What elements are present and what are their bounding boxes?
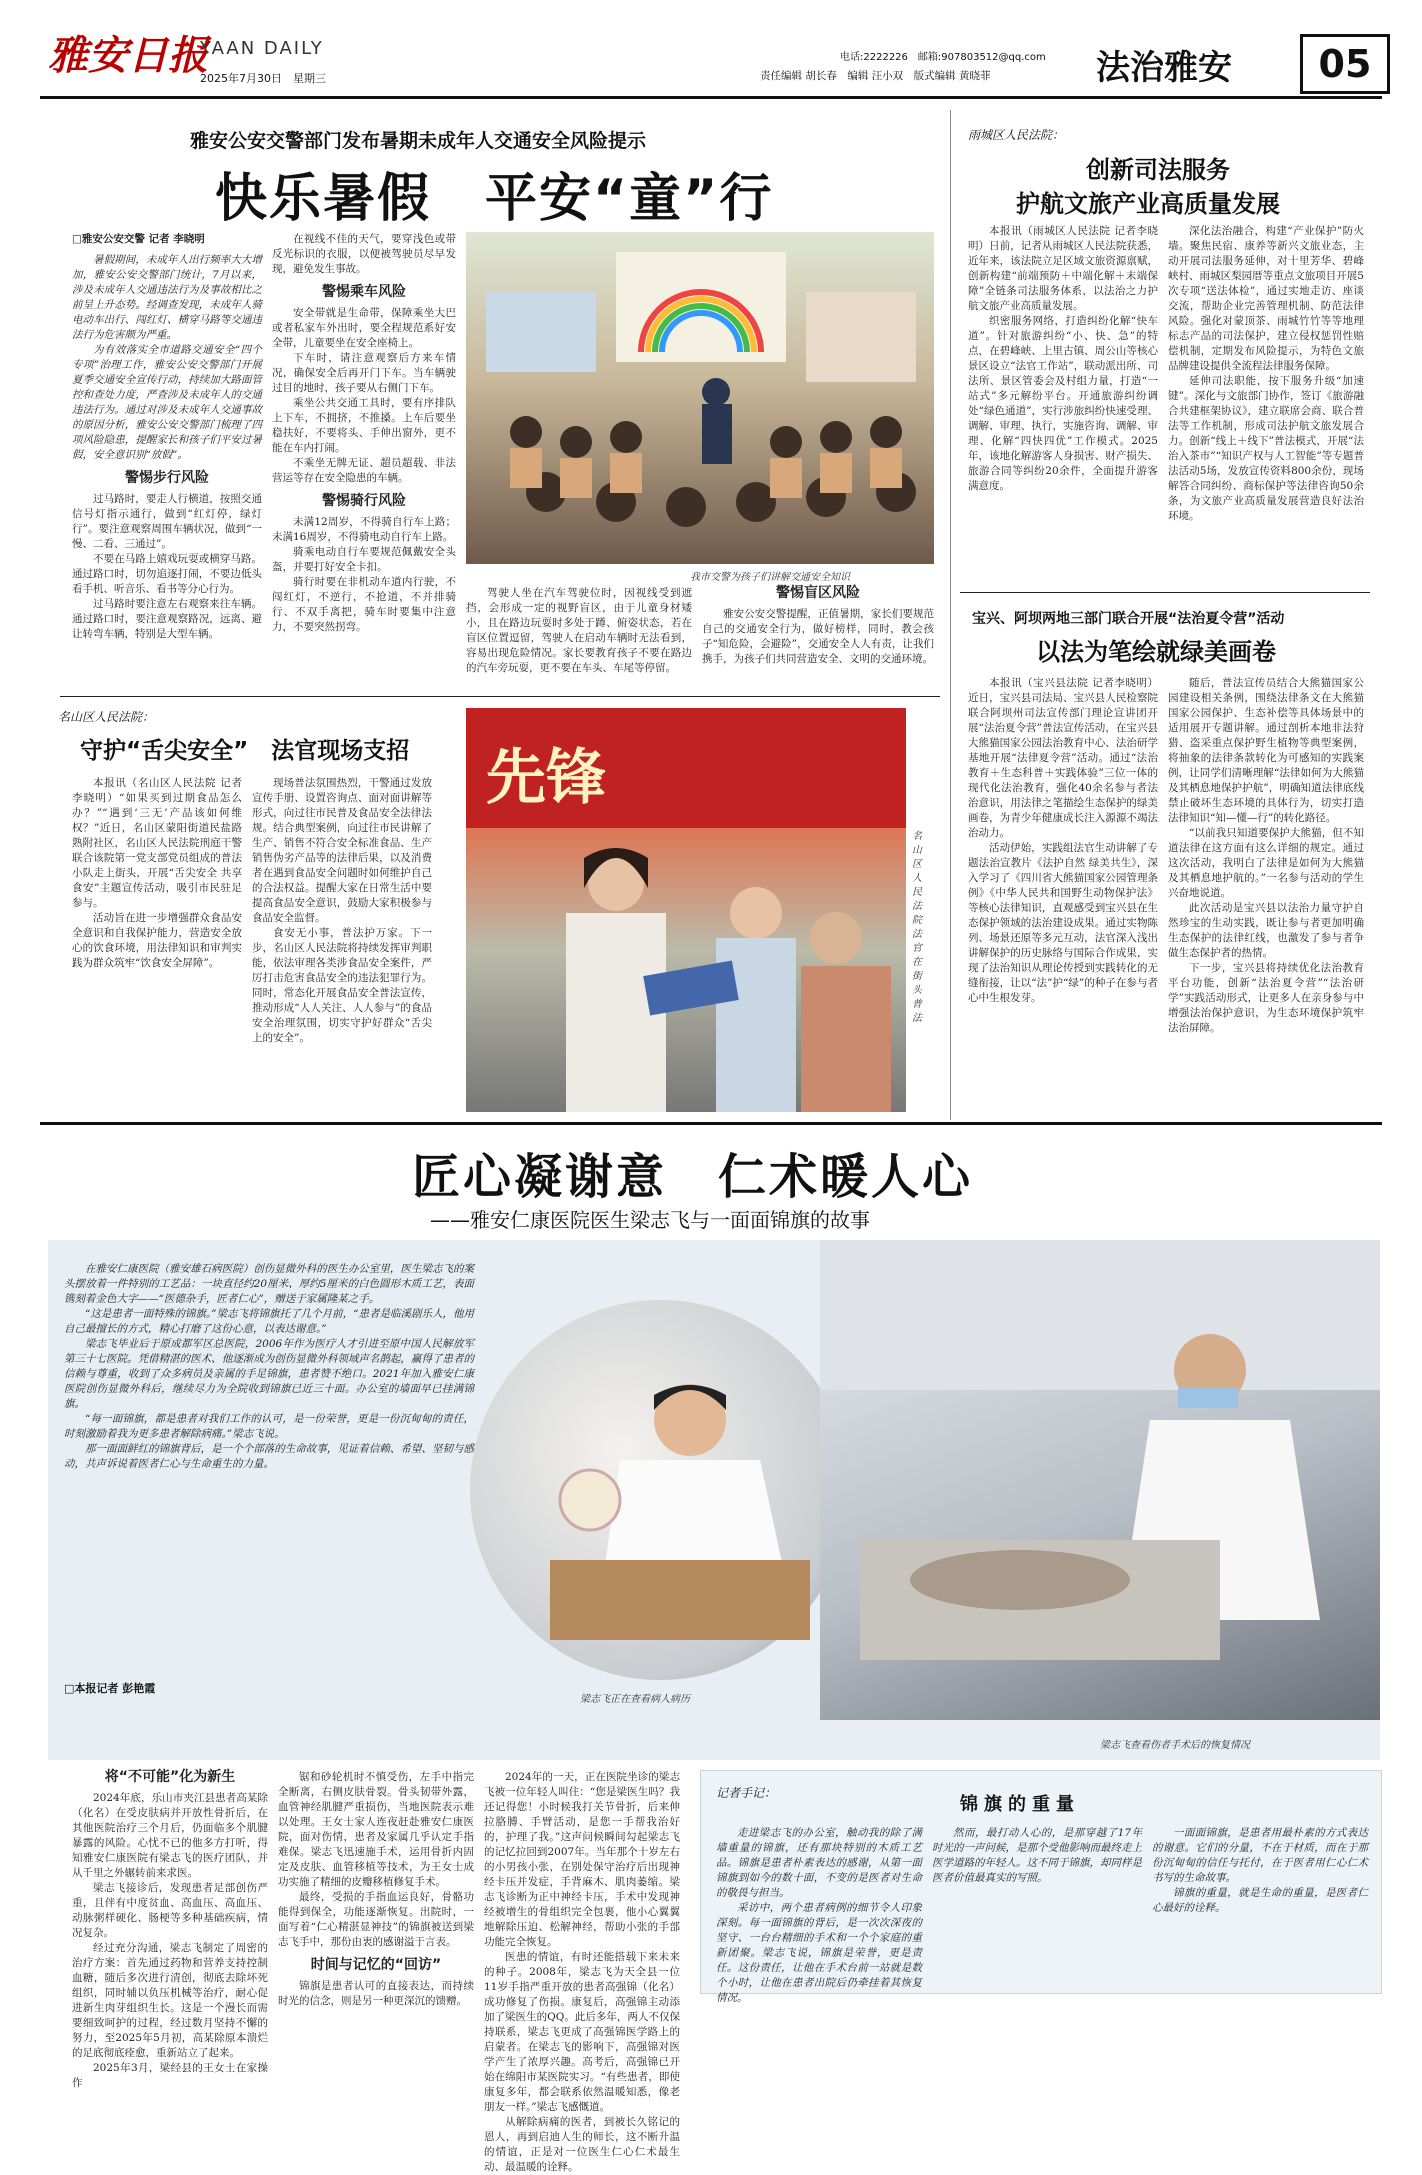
article1-paragraph: 雅安公安交警提醒，正值暑期，家长们要规范自己的交通安全行为，做好榜样，同时，教会孩子“知危险，会避险”，交通安全人人有责，让我们携手，为孩子们共同营造安全、文明的交通环境。 bbox=[702, 608, 934, 665]
masthead-date: 2025年7月30日 星期三 bbox=[200, 72, 326, 85]
column-divider bbox=[950, 110, 951, 1120]
feature-paragraph: 锦旗是患者认可的直接表达，而持续时光的信念，则是另一种更深沉的馈赠。 bbox=[278, 1980, 474, 2007]
article2-paragraph: 延伸司法职能，按下服务升级“加速键”。深化与文旅部门协作，签订《旅游融合共建框架协议》，建立联席会商、联合普法等工作机制，形成司法护航文旅发展合力。创新“线上＋线下”普法模式，开展“法治入茶市”“知识产权与人工智能”等专题普法活动5场，发放宣传资料800余份，现场解答合同纠纷、商标保护等法律咨询50余条，为文旅产业高质量发展营造良好法治环境。 bbox=[1168, 375, 1364, 522]
feature-photo-left bbox=[470, 1300, 850, 1680]
feature-caption-right: 梁志飞查看伤者手术后的恢复情况 bbox=[1100, 1740, 1250, 1751]
feature-paragraph: 2024年的一天，正在医院坐诊的梁志飞被一位年轻人叫住：“您是梁医生吗？我还记得您！小时候我打关节骨折，后来伸拉胳膊、手臂活动，是您一手帮我治好的，护理了我。”这声问候瞬间勾起梁志飞的记忆拉回到2007年。当年那个十岁左右的小男孩小张，在别处保守治疗后出现神经卡压并发症，手背麻木、肌肉萎缩。梁志飞诊断为正中神经卡压，手术中发现神经被增生的骨组织完全包裹，他小心翼翼地解除压迫、松解神经，帮助小张的手部功能完全恢复。 bbox=[484, 1771, 680, 1948]
feature-paragraph: 从解除病痛的医者，到被长久铭记的恩人，再到启迪人生的师长，这不断升温的情谊，正是对一位医生仁心仁术最生动、最温暖的诠释。 bbox=[484, 2116, 680, 2173]
article1-paragraph: 不乘坐无牌无证、超员超载、非法营运等存在安全隐患的车辆。 bbox=[272, 457, 456, 484]
article1-paragraph: 安全带就是生命带，保障乘坐大巴或者私家车外出时，要全程规范系好安全带，儿童要坐在安全座椅上。 bbox=[272, 307, 456, 349]
feature-paragraph: 经过充分沟通，梁志飞制定了周密的治疗方案：首先通过药物和营养支持控制血糖，随后多次进行清创，彻底去除坏死组织，同时辅以负压机械等治疗，耐心促进新生肉芽组织生长。这是一个漫长而需要细致呵护的过程，经过数月坚持不懈的努力，至2025年5月初，高某除原本溃烂的足底彻底痊愈，重新站立了起来。 bbox=[72, 1942, 268, 2059]
article1-subhead: 警惕步行风险 bbox=[125, 470, 209, 486]
doctor-desk-illustration bbox=[470, 1300, 850, 1680]
feature-subhead: 将“不可能”化为新生 bbox=[104, 1769, 236, 1785]
article1-paragraph: 骑行时要在非机动车道内行驶，不闯红灯，不逆行，不抢道，不并排骑行、不双手离把，骑车时要集中注意力，不要突然拐弯。 bbox=[272, 576, 456, 633]
feature-col3 bbox=[484, 1770, 680, 2173]
feature-intro-paragraph: “每一面锦旗，都是患者对我们工作的认可，是一份荣誉，更是一份沉甸甸的责任，时刻激励着我为更多患者解除病痛。”梁志飞说。 bbox=[64, 1413, 474, 1440]
article2-paragraph: 织密服务网络，打造纠纷化解“快车道”。针对旅游纠纷“小、快、急”的特点，在碧峰峡、上里古镇、周公山等核心景区设立“法官工作站”，联动派出所、司法所、景区管委会及村组力量，打造“一站式”多元解纷平台。开通旅游纠纷调处“绿色通道”，实行涉旅纠纷快速受理、调解、审理、执行，实施咨询、调解、审理、化解“四快四优”工作模式。2025年，该地化解游客人身损害、财产损失、旅游合同等纠纷20余件，全面提升游客满意度。 bbox=[968, 315, 1158, 492]
article1-paragraph: 在视线不佳的天气，要穿浅色或带反光标识的衣服，以便被驾驶员尽早发现，避免发生事故。 bbox=[272, 233, 456, 275]
article2-col2 bbox=[1168, 224, 1364, 584]
article1-lead: 暑假期间，未成年人出行频率大大增加，雅安公安交警部门统计，7月以来，涉及未成年人交通违法行为及事故相比之前呈上升态势。经调查发现，未成年人骑电动车出行、闯红灯、横穿马路等交通违法行为危害颇为严重。 bbox=[72, 254, 262, 341]
section-rule bbox=[40, 1122, 1382, 1125]
article4-paragraph: 随后，普法宣传员结合大熊猫国家公园建设相关条例，围绕法律条文在大熊猫国家公园保护、生态补偿等具体场景中的适用展开专题讲解。通过剖析本地非法狩猎、盗采重点保护野生植物等典型案例，将抽象的法律条款转化为可感知的实践案例，让同学们清晰理解“法律如何为大熊猫及其栖息地保护护航”，明确知道法律底线禁止破坏生态环境的具体行为，切实打造法律知识“知—懂—行”的转化路径。 bbox=[1168, 677, 1364, 824]
article1-paragraph: 下车时，请注意观察后方来车情况，确保安全后再开门下车。当车辆驶过目的地时，孩子要从右侧门下车。 bbox=[272, 352, 456, 394]
article1-subhead: 警惕盲区风险 bbox=[776, 585, 860, 601]
note-paragraph: 一面面锦旗，是患者用最朴素的方式表达的谢意。它们的分量，不在于材质，而在于那份沉甸甸的信任与托付，在于医者用仁心仁术书写的生命故事。 bbox=[1152, 1827, 1368, 1884]
note-paragraph: 锦旗的重量，就是生命的重量，是医者仁心最好的诠释。 bbox=[1152, 1887, 1368, 1914]
feature-paragraph: 2024年底，乐山市夹江县患者高某除（化名）在受皮肤病并开放性骨折后，在其他医院治疗三个月后，仍面临多个肌腱暴露的风险。心忧不已的他多方打听，得知雅安仁康医院有梁志飞的医疗团队，并从千里之外辗转前来求医。 bbox=[72, 1792, 268, 1879]
article2-col1 bbox=[968, 224, 1158, 584]
feature-paragraph: 锯和砂轮机时不慎受伤，左手中指完全断离，右侧皮肤骨裂。骨头韧带外露，血管神经肌腱严重损伤，当地医院表示难以处理。王女士家人连夜赶赴雅安仁康医院，面对伤情，患者及家属几乎认定手指难保。梁志飞迅速施手术，运用骨折内固定及皮肤、血管移植等技术，为王女士成功实施了精细的皮瓣移植修复手术。 bbox=[278, 1771, 474, 1888]
article3-paragraph: 现场普法氛围热烈，干警通过发放宣传手册、设置咨询点、面对面讲解等形式，向过往市民普及食品安全法律法规。结合典型案例，向过往市民讲解了生产、销售不符合安全标准食品、生产销售伪劣产品等的法律后果，以及消费者在遇到食品安全问题时如何维护自己的合法权益。提醒大家在日常生活中要提高食品安全意识，鼓励大家积极参与食品安全监督。 bbox=[252, 777, 432, 924]
page-number: 05 bbox=[1300, 34, 1390, 94]
article2-title1: 创新司法服务 bbox=[1086, 156, 1230, 184]
svg-text:先锋: 先锋 bbox=[486, 743, 606, 813]
article1-subhead: 警惕乘车风险 bbox=[322, 284, 406, 300]
note-paragraph: 然而，最打动人心的，是那穿越了17年时光的一声问候，是那个受他影响而最终走上医学道路的年轻人。这不同于锦旗，却同样是医者价值最真实的写照。 bbox=[932, 1827, 1142, 1884]
article3-photo bbox=[466, 708, 906, 1112]
judges-illustration bbox=[466, 708, 906, 1112]
article3-title: 守护“舌尖安全” 法官现场支招 bbox=[80, 738, 410, 764]
article-divider bbox=[960, 592, 1370, 593]
article2-kicker: 雨城区人民法院： bbox=[968, 128, 1065, 142]
note-title: 锦旗的重量 bbox=[960, 1794, 1080, 1815]
article4-paragraph: 本报讯（宝兴县法院 记者李晓明）近日，宝兴县司法局、宝兴县人民检察院联合阿坝州司法宣传部门理论宣讲团开展“法治夏令营”普法宣传活动，在宝兴县大熊猫国家公园法治教育中心、法治研学基地开展“法律夏令营”活动。通过“法治教育＋生态科普＋实践体验”三位一体的现代化法治教育，强化40余名参与者法治意识，用法律之笔描绘生态保护的绿美画卷，为青少年健康成长注入源源不竭法治动力。 bbox=[968, 677, 1158, 839]
article1-paragraph: 过马路时要注意左右观察来往车辆。通过路口时，要注意观察路况，远离、避让转弯车辆，特别是大型车辆。 bbox=[72, 598, 262, 640]
feature-intro-paragraph: 梁志飞毕业后于原成都军区总医院，2006年作为医疗人才引进至原中国人民解放军第三十七医院。凭借精湛的医术、他逐渐成为创伤显微外科领域声名鹊起，赢得了患者的信赖与尊重，收到了众多病员及亲属的手足锦旗，患者赞不绝口。2021年加入雅安仁康医院创伤显微外科后，继续尽力为全院收到锦旗已近三十面。办公室的墙面早已挂满锦旗。 bbox=[64, 1338, 474, 1410]
article1-paragraph: 不要在马路上嬉戏玩耍或横穿马路。通过路口时，切勿追逐打闹，不要边低头看手机、听音乐、看书等分心行为。 bbox=[72, 553, 262, 595]
article3-col1 bbox=[72, 776, 242, 1112]
masthead-english: YAAN DAILY bbox=[200, 38, 324, 59]
classroom-illustration bbox=[466, 232, 934, 564]
article1-byline: □雅安公安交警 记者 李晓明 bbox=[72, 233, 205, 245]
article3-kicker: 名山区人民法院： bbox=[58, 710, 155, 724]
article1-paragraph: 过马路时，要走人行横道，按照交通信号灯指示通行，做到“红灯停，绿灯行”。要注意观察周围车辆状况，做到“一慢、二看、三通过”。 bbox=[72, 493, 262, 550]
masthead-contacts: 电话:2222226 邮箱:907803512@qq.com bbox=[840, 52, 1046, 63]
article4-paragraph: “以前我只知道要保护大熊猫，但不知道法律在这方面有这么详细的规定。通过这次活动，我明白了法律是如何为大熊猫及其栖息地护航的。”一名参与活动的学生兴奋地说道。 bbox=[1168, 827, 1364, 899]
article1-paragraph: 骑乘电动自行车要规范佩戴安全头盔，并要打好安全卡扣。 bbox=[272, 546, 456, 573]
feature-intro-paragraph: 那一面面鲜红的锦旗背后，是一个个部落的生命故事，见证着信赖、希望、坚韧与感动，共声诉说着医者仁心与生命重生的力量。 bbox=[64, 1443, 474, 1470]
note-col3 bbox=[1152, 1826, 1368, 1986]
feature-paragraph: 医患的情谊，有时还能搭载下来未来的种子。2008年，梁志飞为天全县一位11岁手指严重开放的患者高强锦（化名）成功修复了伤损。康复后，高强锦主动添加了梁医生的QQ。此后多年，两人不仅保持联系，梁志飞更成了高强锦医学路上的启蒙者。在梁志飞的影响下，高强锦对医学产生了浓厚兴趣。高考后，高强锦已开始在绵阳市某医院实习。“有些患者，即使康复多年，都会联系依然温暖知悉，像老朋友一样。”梁志飞感慨道。 bbox=[484, 1951, 680, 2113]
article1-paragraph: 驾驶人坐在汽车驾驶位时，因视线受到遮挡，会形成一定的视野盲区，由于儿童身材矮小，且在路边玩耍时多处于蹲、俯姿状态，若在盲区位置逗留，驾驶人在启动车辆时无法看到，容易出现危险情况。家长要教育孩子不要在路边的汽车旁玩耍，更不要在车头、车尾等停留。 bbox=[466, 587, 692, 674]
article1-col3 bbox=[466, 586, 692, 688]
article4-paragraph: 活动伊始，实践组法官生动讲解了专题法治宣教片《法护自然 绿美共生》，深入学习了《四川省大熊猫国家公园管理条例》《中华人民共和国野生动物保护法》等核心法律知识，直观感受到宝兴县在生态保护领域的法治建设成果。通过实物陈列、场景还原等多元互动，法官深入浅出讲解保护的历史脉络与国际合作成果，实现了法治知识从理论传授到实践转化的无缝衔接，让以“法”护“绿”的种子在参与者心中生根发芽。 bbox=[968, 842, 1158, 1004]
article4-col2 bbox=[1168, 676, 1364, 1112]
note-col1 bbox=[716, 1826, 922, 2004]
article3-photo-caption: 名山区人民法院法官在街头普法 bbox=[912, 831, 922, 1024]
article1-lead: 为有效落实全市道路交通安全“四个专项”治理工作，雅安公安交警部门开展夏季交通安全宣传行动，持续加大路面管控和查处力度，严查涉及未成年人的交通违法行为。通过对涉及未成年人交通事故的原因分析，雅安公安交警部门梳理了四项风险隐患，提醒家长和孩子们平安过暑假，安全意识别“放假”。 bbox=[72, 344, 262, 461]
article1-title: 快乐暑假 平安“童”行 bbox=[215, 169, 774, 229]
note-col2 bbox=[932, 1826, 1142, 1986]
feature-title: 匠心凝谢意 仁术暖人心 bbox=[412, 1149, 974, 1205]
ward-illustration bbox=[820, 1240, 1380, 1720]
article2-paragraph: 本报讯（雨城区人民法院 记者李晓明）日前，记者从雨城区人民法院获悉，近年来，该法院立足区域文旅资源禀赋，创新构建“前端预防＋中端化解＋末端保障”全链条司法服务体系，以法治之力护航文旅产业高质量发展。 bbox=[968, 225, 1158, 312]
feature-col1 bbox=[72, 1769, 268, 2089]
note-paragraph: 走进梁志飞的办公室，触动我的除了满墙重量的锦旗，还有那块特别的木质工艺品。锦旗是患者朴素表达的感谢，从第一面锦旗到如今的数十面，不变的是医者对生命的敬畏与担当。 bbox=[716, 1827, 922, 1899]
article2-title2: 护航文旅产业高质量发展 bbox=[1016, 190, 1280, 218]
article1-photo bbox=[466, 232, 934, 564]
article1-paragraph: 乘坐公共交通工具时，要有序排队上下车，不拥挤，不推搡。上车后要坐稳扶好，不要将头、手伸出窗外，更不能在车内打闹。 bbox=[272, 397, 456, 454]
feature-subtitle: ——雅安仁康医院医生梁志飞与一面面锦旗的故事 bbox=[430, 1208, 870, 1232]
section-title: 法治雅安 bbox=[1096, 48, 1232, 88]
feature-paragraph: 最终，受损的手指血运良好，骨骼功能得到保全，功能逐渐恢复。出院时，一面写着“仁心精湛显神技”的锦旗被送到梁志飞手中，那份由衷的感谢溢于言表。 bbox=[278, 1891, 474, 1948]
feature-byline: □本报记者 彭艳霞 bbox=[64, 1682, 156, 1695]
article-divider bbox=[60, 696, 940, 697]
feature-caption-left: 梁志飞正在查看病人病历 bbox=[580, 1694, 690, 1705]
article4-kicker: 宝兴、阿坝两地三部门联合开展“法治夏令营”活动 bbox=[972, 611, 1285, 627]
article1-kicker: 雅安公安交警部门发布暑期未成年人交通安全风险提示 bbox=[190, 130, 647, 152]
article1-subhead: 警惕骑行风险 bbox=[322, 493, 406, 509]
feature-intro-paragraph: 在雅安仁康医院（雅安雄石病医院）创伤显微外科的医生办公室里，医生梁志飞的案头摆放着一件特别的工艺品：一块直径约20厘米、厚约5厘米的白色圆形木质工艺，表面镌刻着金色大字——“医德杂手，匠者仁心”，赠送于家属隆某之手。 bbox=[64, 1263, 474, 1305]
article3-paragraph: 食安无小事，普法护万家。下一步，名山区人民法院将持续发挥审判职能，依法审理各类涉食品安全案件，严厉打击危害食品安全的违法犯罪行为。同时，常态化开展食品安全普法宣传，推动形成“人人关注、人人参与”的食品安全治理氛围，切实守护好群众“舌尖上的安全”。 bbox=[252, 927, 432, 1044]
article1-paragraph: 未满12周岁，不得骑自行车上路；未满16周岁，不得骑电动自行车上路。 bbox=[272, 516, 456, 543]
masthead-rule bbox=[40, 96, 1382, 99]
feature-paragraph: 梁志飞接诊后，发现患者足部创伤严重，且伴有中度贫血、高血压、高血压、动脉粥样硬化、肠梗等多种基础疾病，情况复杂。 bbox=[72, 1882, 268, 1939]
feature-photo-right bbox=[820, 1240, 1380, 1720]
article2-paragraph: 深化法治融合，构建“产业保护”防火墙。聚焦民宿、康养等新兴文旅业态，主动开展司法服务延伸，对十里芳华、碧峰峡村、雨城区梨园厝等重点文旅项目开展5次专项“送法体检”，通过实地走访、座谈交流，帮助企业完善管理机制、防范法律风险。强化对蒙顶茶、雨城竹竹等等地理标志产品的司法保护，建立侵权惩罚性赔偿机制，定期发布风险提示，为特色文旅品牌建设提供全流程法律服务保障。 bbox=[1168, 225, 1364, 372]
feature-col2 bbox=[278, 1770, 474, 2007]
masthead-editors: 责任编辑 胡长春 编辑 汪小双 版式编辑 黄晓菲 bbox=[760, 70, 991, 82]
article4-col1 bbox=[968, 676, 1158, 1112]
feature-intro bbox=[64, 1262, 474, 1662]
article4-title: 以法为笔绘就绿美画卷 bbox=[1036, 638, 1276, 666]
feature-subhead: 时间与记忆的“回访” bbox=[310, 1957, 442, 1973]
article1-col2 bbox=[272, 232, 456, 688]
article3-paragraph: 活动旨在进一步增强群众食品安全意识和自我保护能力，营造安全放心的饮食环境，用法律知识和审判实践为群众筑牢“饮食安全屏障”。 bbox=[72, 912, 242, 969]
article3-col2 bbox=[252, 776, 432, 1112]
note-paragraph: 采访中，两个患者病例的细节令人印象深刻。每一面锦旗的背后，是一次次深夜的坚守、一台台精细的手术和一个个家庭的重新团聚。梁志飞说，锦旗是荣誉，更是责任。这份责任，让他在手术台前一站就是数个小时，让他在患者出院后仍牵挂着其恢复情况。 bbox=[716, 1902, 922, 2004]
article1-photo-caption: 我市交警为孩子们讲解交通安全知识 bbox=[690, 572, 850, 583]
article4-paragraph: 下一步，宝兴县将持续优化法治教育平台功能，创新“法治夏令营”“法治研学”实践活动形式，让更多人在亲身参与中增强法治保护意识，为生态环境保护筑牢法治屏障。 bbox=[1168, 962, 1364, 1034]
article1-col4 bbox=[702, 586, 934, 688]
article4-paragraph: 此次活动是宝兴县以法治力量守护自然珍宝的生动实践，既让参与者更加明确生态保护的法律红线，也激发了参与者争做生态保护者的热情。 bbox=[1168, 902, 1364, 959]
feature-paragraph: 2025年3月，梁经县的王女士在家操作 bbox=[72, 2062, 268, 2089]
feature-intro-paragraph: “这是患者一面特殊的锦旗。”梁志飞将锦旗托了几个月前，“患者是临溪剧乐人，他用自己最擅长的方式，精心打磨了这份心意，以表达谢意。” bbox=[64, 1308, 474, 1335]
article3-paragraph: 本报讯（名山区人民法院 记者李晓明）“如果买到过期食品怎么办？”“遇到‘三无’产品该如何维权？”近日，名山区蒙阳街道民盐路熟附社区，名山区人民法院刑庭干警联合该院第一党支部党员组成的普法小队走上街头，开展“舌尖安全 共享食安”主题宣传活动，吸引市民驻足参与。 bbox=[72, 777, 242, 909]
masthead-logo: 雅安日报 bbox=[48, 32, 208, 79]
article1-col1 bbox=[72, 232, 262, 688]
note-label: 记者手记： bbox=[716, 1786, 777, 1800]
